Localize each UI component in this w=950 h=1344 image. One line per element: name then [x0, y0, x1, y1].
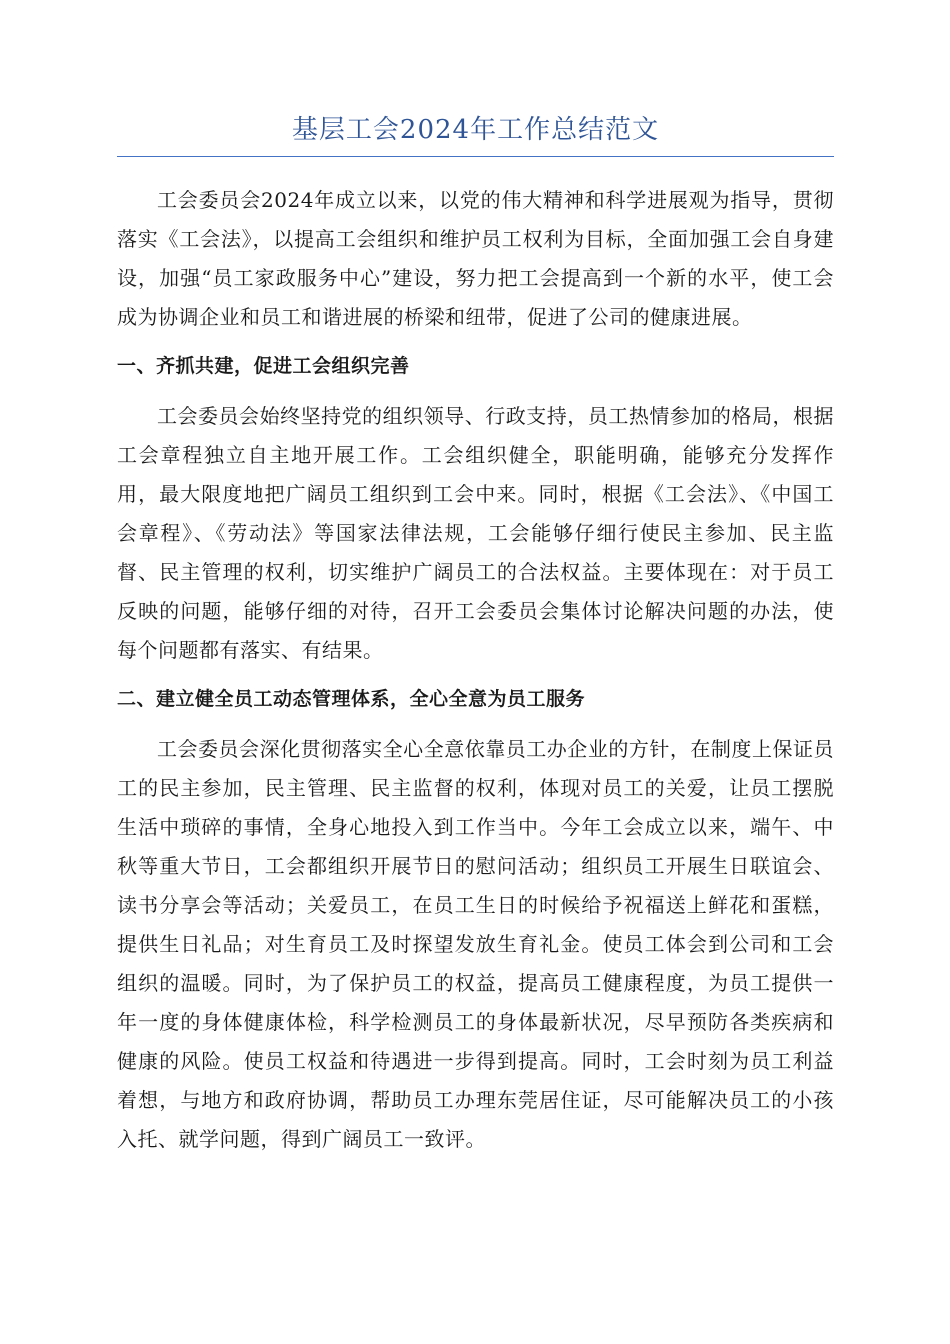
- title-underline: [117, 156, 834, 157]
- section-heading: 二、建立健全员工动态管理体系，全心全意为员工服务: [117, 688, 586, 710]
- section-1: [117, 351, 834, 670]
- section-body: 工会委员会始终坚持党的组织领导、行政支持，员工热情参加的格局，根据工会章程独立自主地开展工作。工会组织健全，职能明确，能够充分发挥作用，最大限度地把广阔员工组织到工会中来。同时，根据《工会法》、《中国工会章程》、《劳动法》等国家法律法规，工会能够仔细行使民主参加、民主监督、民主管理的权利，切实维护广阔员工的合法权益。主要体现在：对于员工反映的问题，能够仔细的对待，召开工会委员会集体讨论解决问题的办法，使每个问题都有落实、有结果。: [117, 404, 834, 662]
- intro-paragraph: 工会委员会2024年成立以来，以党的伟大精神和科学进展观为指导，贯彻落实《工会法》，以提高工会组织和维护员工权利为目标，全面加强工会自身建设，加强“员工家政服务中心”建设，努力把工会提高到一个新的水平，使工会成为协调企业和员工和谐进展的桥梁和纽带，促进了公司的健康进展。: [117, 188, 834, 329]
- document-page: [117, 112, 834, 1173]
- section-body: 工会委员会深化贯彻落实全心全意依靠员工办企业的方针，在制度上保证员工的民主参加，民主管理、民主监督的权利，体现对员工的关爱，让员工摆脱生活中琐碎的事情，全身心地投入到工作当中。今年工会成立以来，端午、中秋等重大节日，工会都组织开展节日的慰问活动；组织员工开展生日联谊会、读书分享会等活动；关爱员工，在员工生日的时候给予祝福送上鲜花和蛋糕，提供生日礼品；对生育员工及时探望发放生育礼金。使员工体会到公司和工会组织的温暖。同时，为了保护员工的权益，提高员工健康程度，为员工提供一年一度的身体健康体检，科学检测员工的身体最新状况，尽早预防各类疾病和健康的风险。使员工权益和待遇进一步得到提高。同时，工会时刻为员工利益着想，与地方和政府协调，帮助员工办理东莞居住证，尽可能解决员工的小孩入托、就学问题，得到广阔员工一致评。: [117, 737, 834, 1151]
- document-title: 基层工会2024年工作总结范文: [291, 115, 660, 145]
- section-2: [117, 684, 834, 1159]
- section-heading: 一、齐抓共建，促进工会组织完善: [117, 355, 410, 377]
